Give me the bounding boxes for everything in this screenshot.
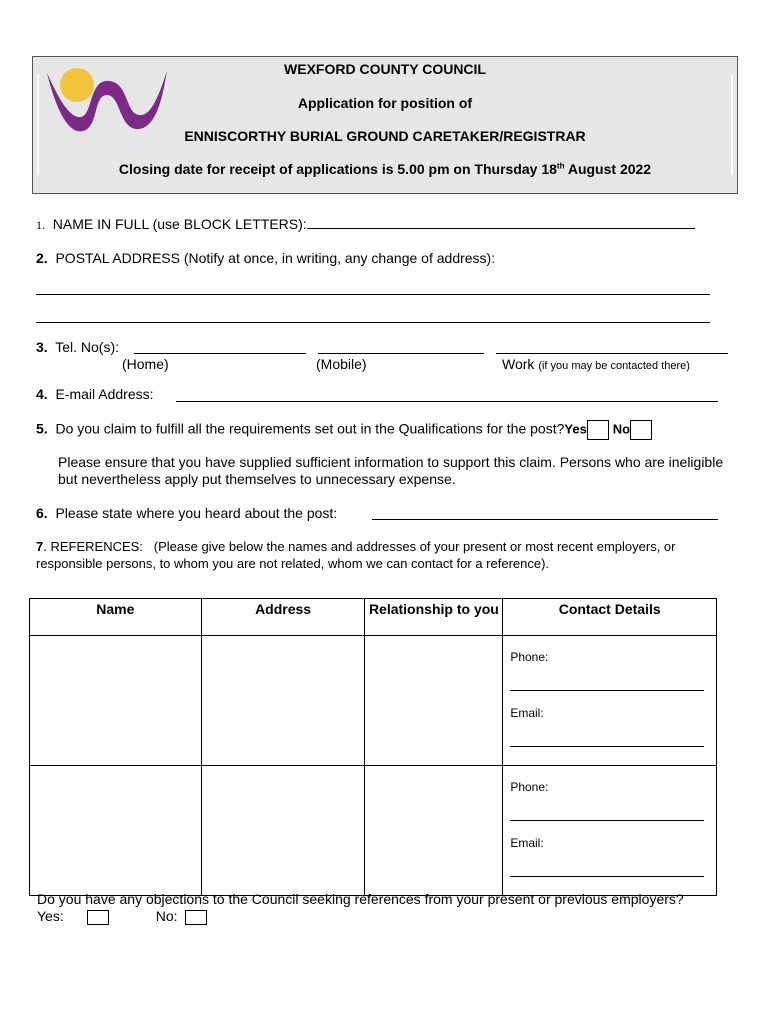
table-row xyxy=(30,636,717,766)
ref1-address-cell[interactable] xyxy=(201,636,365,766)
position-title: ENNISCORTHY BURIAL GROUND CARETAKER/REGISTRAR xyxy=(184,128,586,144)
email-field[interactable] xyxy=(176,401,718,402)
header-divider xyxy=(731,75,733,175)
header-box xyxy=(32,56,738,194)
objection-question: Do you have any objections to the Council seeking references from your present or previous employers? Yes: No: xyxy=(37,891,684,924)
phone-label: Phone: xyxy=(510,650,549,664)
ref2-relationship-cell[interactable] xyxy=(365,766,503,896)
ref1-name-cell[interactable] xyxy=(30,636,202,766)
objection-yes-checkbox[interactable] xyxy=(87,910,109,925)
ref2-phone-field[interactable] xyxy=(510,820,704,821)
qualifications-yes-checkbox[interactable] xyxy=(587,420,609,440)
ref2-contact-cell xyxy=(503,766,717,896)
question-heard-about: 6. Please state where you heard about the post: xyxy=(36,505,338,521)
ref1-email-field[interactable] xyxy=(510,746,704,747)
ref1-phone-field[interactable] xyxy=(510,690,704,691)
name-field[interactable] xyxy=(307,216,695,229)
col-contact: Contact Details xyxy=(503,599,717,636)
work-label: Work (if you may be contacted there) xyxy=(502,356,690,372)
header-divider xyxy=(37,75,39,175)
qualifications-no-checkbox[interactable] xyxy=(630,420,652,440)
org-name: WEXFORD COUNTY COUNCIL xyxy=(284,61,486,77)
question-name: 1. NAME IN FULL (use BLOCK LETTERS): xyxy=(36,216,695,233)
address-line-1[interactable] xyxy=(36,294,710,295)
col-name: Name xyxy=(30,599,202,636)
ref1-relationship-cell[interactable] xyxy=(365,636,503,766)
col-address: Address xyxy=(201,599,365,636)
ref2-email-field[interactable] xyxy=(510,876,704,877)
home-label: (Home) xyxy=(122,356,169,372)
phone-label: Phone: xyxy=(510,780,549,794)
ref1-contact-cell xyxy=(503,636,717,766)
mobile-label: (Mobile) xyxy=(316,356,367,372)
references-table xyxy=(29,598,717,896)
col-relationship: Relationship to you xyxy=(365,599,503,636)
form-title: Application for position of xyxy=(297,95,473,111)
objection-no-checkbox[interactable] xyxy=(185,910,207,925)
question-email: 4. E-mail Address: xyxy=(36,386,154,402)
email-label: Email: xyxy=(510,836,544,850)
table-header-row xyxy=(30,599,717,636)
ref2-address-cell[interactable] xyxy=(201,766,365,896)
ref2-name-cell[interactable] xyxy=(30,766,202,896)
references-intro: 7. REFERENCES: (Please give below the names and addresses of your present or most recent employers, or responsible persons, to whom you are not related, whom we can contact for a reference). xyxy=(36,539,676,571)
table-row xyxy=(30,766,717,896)
address-line-2[interactable] xyxy=(36,322,710,323)
email-label: Email: xyxy=(510,706,544,720)
closing-date: Closing date for receipt of applications is 5.00 pm on Thursday 18th August 2022 xyxy=(118,161,652,177)
heard-about-field[interactable] xyxy=(372,519,718,520)
tel-mobile-field[interactable] xyxy=(318,353,484,354)
question-qualifications: 5. Do you claim to fulfill all the requirements set out in the Qualifications for the post?Yes No xyxy=(36,420,652,440)
question-address: 2. POSTAL ADDRESS (Notify at once, in writing, any change of address): xyxy=(36,250,496,266)
tel-work-field[interactable] xyxy=(496,353,728,354)
question-tel: 3. Tel. No(s): xyxy=(36,339,120,355)
tel-home-field[interactable] xyxy=(134,353,306,354)
qualifications-note: Please ensure that you have supplied sufficient information to support this claim. Persons who are ineligible but nevertheless apply put themselves to unnecessary expense. xyxy=(58,454,724,487)
